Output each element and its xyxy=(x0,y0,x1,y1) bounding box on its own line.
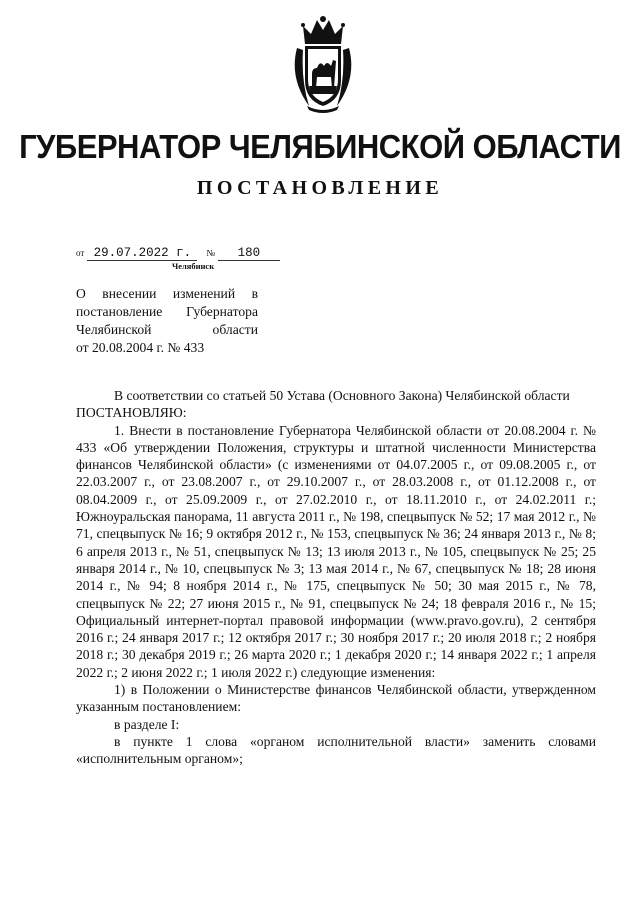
number-label: № xyxy=(206,248,215,258)
item-1-1-paragraph: 1) в Положении о Министерстве финансов Челябинской области, утвержденном указанным постановлением: xyxy=(76,682,596,715)
document-body xyxy=(76,387,596,768)
document-title: ГУБЕРНАТОР ЧЕЛЯБИНСКОЙ ОБЛАСТИ xyxy=(19,127,621,166)
subject-line: О внесении изменений в xyxy=(76,286,258,301)
document-date: 29.07.2022 г. xyxy=(87,246,197,261)
document-city: Челябинск xyxy=(172,261,215,271)
document-type: ПОСТАНОВЛЕНИЕ xyxy=(196,177,444,199)
resolve-heading: ПОСТАНОВЛЯЮ: xyxy=(76,405,187,421)
coat-of-arms-icon xyxy=(291,14,355,114)
subject-line: Челябинской области xyxy=(76,322,258,337)
document-subject xyxy=(76,285,258,357)
subject-line: постановление Губернатора xyxy=(76,304,258,319)
document-number: 180 xyxy=(218,246,280,261)
item-1-paragraph: 1. Внести в постановление Губернатора Челябинской области от 20.08.2004 г. № 433 «Об утверждении Положения, структуры и штатной численности Министерства финансов Челябинской области» (с изменениями от 04.07.2005 г., от 09.08.2005 г., от 22.03.2007 г., от 23.08.2007 г., от 29.10.2007 г., от 28.03.2008 г., от 01.12.2008 г., от 08.04.2009 г., от 25.09.2009 г., от 27.02.2010 г., от 18.11.2010 г., от 24.02.2011 г.; Южноуральская панорама, 11 августа 2011 г., № 198, спецвыпуск № 52; 17 мая 2012 г., № 71, спецвыпуск № 16; 9 октября 2012 г., № 153, спецвыпуск № 36; 24 января 2013 г., № 8; 6 апреля 2013 г., № 51, спецвыпуск № 13; 13 июля 2013 г., № 105, спецвыпуск № 25; 25 января 2014 г., № 10, спецвыпуск № 3; 13 мая 2014 г., № 67, спецвыпуск № 18; 28 июня 2014 г., № 94; 8 ноября 2014 г., № 175, спецвыпуск № 50; 30 мая 2015 г., № 78, спецвыпуск № 22; 27 июня 2015 г., № 91, спецвыпуск № 24; 18 февраля 2016 г., № 15; Официальный интернет-портал правовой информации (www.pravo.gov.ru), 2 сентября 2016 г.; 24 января 2017 г.; 12 октября 2017 г.; 30 ноября 2017 г.; 20 июля 2018 г.; 2 ноября 2018 г.; 30 декабря 2019 г.; 26 марта 2020 г.; 1 декабря 2020 г.; 14 января 2022 г.; 1 апреля 2022 г.; 2 июня 2022 г.; 1 июля 2022 г.) следующие изменения: xyxy=(76,422,596,680)
subject-line: от 20.08.2004 г. № 433 xyxy=(76,340,205,355)
date-label: от xyxy=(76,248,85,258)
document-meta xyxy=(76,245,280,261)
clause-paragraph: в пункте 1 слова «органом исполнительной власти» заменить словами «исполнительным органом»; xyxy=(76,733,596,767)
section-paragraph: в разделе I: xyxy=(114,716,180,732)
preamble-paragraph: В соответствии со статьей 50 Устава (Основного Закона) Челябинской области xyxy=(114,388,570,403)
